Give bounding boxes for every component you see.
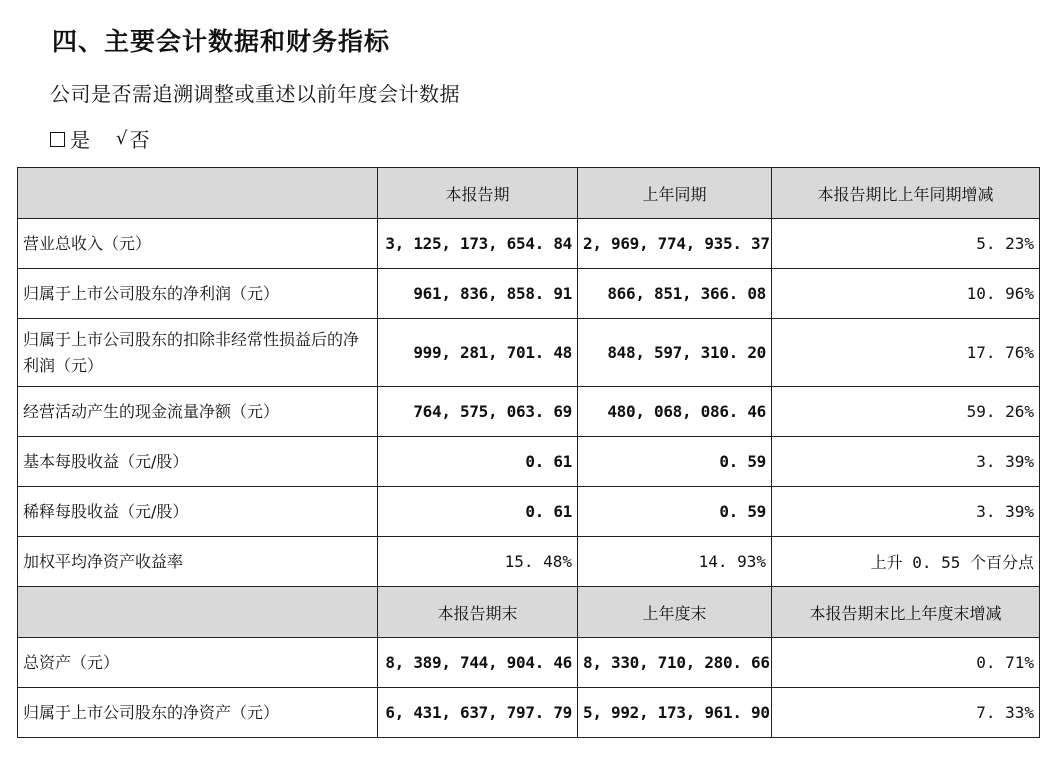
current-value: 3, 125, 173, 654. 84 <box>378 219 578 269</box>
option-yes-label: 是 <box>70 128 90 152</box>
change-value: 10. 96% <box>772 269 1040 319</box>
table-header-row <box>18 587 1040 638</box>
header-cell: 上年同期 <box>578 168 772 219</box>
prior-value: 0. 59 <box>578 487 772 537</box>
prior-value: 848, 597, 310. 20 <box>578 319 772 387</box>
change-value: 3. 39% <box>772 437 1040 487</box>
header-cell: 本报告期比上年同期增减 <box>772 168 1040 219</box>
table-row <box>18 269 1040 319</box>
change-value: 上升 0. 55 个百分点 <box>772 537 1040 587</box>
table-row <box>18 537 1040 587</box>
checkmark-icon: √ <box>116 128 128 149</box>
change-value: 3. 39% <box>772 487 1040 537</box>
row-label: 加权平均净资产收益率 <box>18 537 378 587</box>
row-label: 稀释每股收益（元/股） <box>18 487 378 537</box>
change-value: 5. 23% <box>772 219 1040 269</box>
header-cell: 本报告期末 <box>378 587 578 638</box>
prior-value: 0. 59 <box>578 437 772 487</box>
table-row <box>18 487 1040 537</box>
empty-checkbox-icon <box>50 132 65 147</box>
prior-value: 866, 851, 366. 08 <box>578 269 772 319</box>
option-no-label: 否 <box>129 128 150 152</box>
change-value: 7. 33% <box>772 688 1040 738</box>
table-row <box>18 219 1040 269</box>
change-value: 17. 76% <box>772 319 1040 387</box>
header-cell <box>18 587 378 638</box>
prior-value: 2, 969, 774, 935. 37 <box>578 219 772 269</box>
restatement-question: 公司是否需追溯调整或重述以前年度会计数据 <box>50 82 460 106</box>
row-label: 归属于上市公司股东的扣除非经常性损益后的净利润（元） <box>18 319 378 387</box>
header-cell: 上年度末 <box>578 587 772 638</box>
prior-value: 5, 992, 173, 961. 90 <box>578 688 772 738</box>
header-cell <box>18 168 378 219</box>
section-title: 四、主要会计数据和财务指标 <box>52 27 391 56</box>
financial-indicators-table <box>17 167 1040 738</box>
header-cell: 本报告期末比上年度末增减 <box>772 587 1040 638</box>
table-row <box>18 387 1040 437</box>
table-row <box>18 688 1040 738</box>
current-value: 6, 431, 637, 797. 79 <box>378 688 578 738</box>
row-label: 归属于上市公司股东的净资产（元） <box>18 688 378 738</box>
change-value: 0. 71% <box>772 638 1040 688</box>
row-label: 经营活动产生的现金流量净额（元） <box>18 387 378 437</box>
table-row <box>18 437 1040 487</box>
prior-value: 14. 93% <box>578 537 772 587</box>
current-value: 999, 281, 701. 48 <box>378 319 578 387</box>
change-value: 59. 26% <box>772 387 1040 437</box>
option-no <box>116 124 149 153</box>
row-label: 基本每股收益（元/股） <box>18 437 378 487</box>
table-header-row <box>18 168 1040 219</box>
table-row <box>18 319 1040 387</box>
header-cell: 本报告期 <box>378 168 578 219</box>
current-value: 0. 61 <box>378 487 578 537</box>
row-label: 营业总收入（元） <box>18 219 378 269</box>
current-value: 8, 389, 744, 904. 46 <box>378 638 578 688</box>
option-yes <box>50 124 90 153</box>
restatement-options <box>50 124 149 153</box>
current-value: 961, 836, 858. 91 <box>378 269 578 319</box>
prior-value: 480, 068, 086. 46 <box>578 387 772 437</box>
row-label: 归属于上市公司股东的净利润（元） <box>18 269 378 319</box>
table-row <box>18 638 1040 688</box>
current-value: 0. 61 <box>378 437 578 487</box>
current-value: 15. 48% <box>378 537 578 587</box>
row-label: 总资产（元） <box>18 638 378 688</box>
prior-value: 8, 330, 710, 280. 66 <box>578 638 772 688</box>
current-value: 764, 575, 063. 69 <box>378 387 578 437</box>
